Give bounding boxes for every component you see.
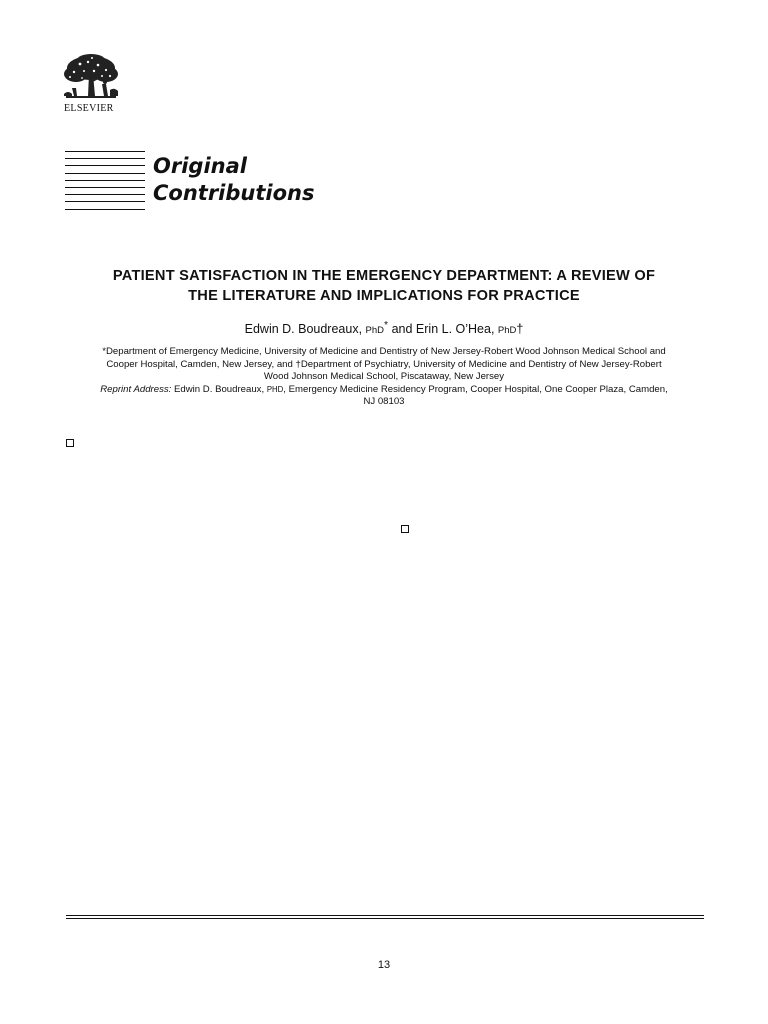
author-1-mark: *: [384, 320, 389, 331]
publisher-name: ELSEVIER: [64, 103, 114, 114]
affiliation-line-1: *Department of Emergency Medicine, University of Medicine and Dentistry of New Jersey-Robert Wood Johnson Medical School and: [102, 346, 666, 357]
footer-rule: [66, 915, 704, 916]
page-number: 13: [377, 959, 391, 971]
footer-rule: [66, 918, 704, 919]
bullet-square: [66, 439, 74, 447]
reprint-degree: PHD: [266, 384, 284, 394]
author-1-degree: PhD: [365, 325, 385, 337]
elsevier-logo: [62, 54, 122, 114]
section-heading-line2: Contributions: [153, 181, 315, 205]
reprint-address: [64, 384, 704, 397]
bullet-square: [401, 525, 409, 533]
author-1-name: Edwin D. Boudreaux,: [244, 322, 363, 337]
section-heading-line1: Original: [153, 154, 247, 178]
affiliations: [64, 346, 704, 409]
author-2-mark: †: [516, 322, 524, 337]
author-2-degree: PhD: [497, 325, 517, 337]
section-heading-rules: [65, 151, 145, 216]
reprint-address-text: , Emergency Medicine Residency Program, Cooper Hospital, One Cooper Plaza, Camden,: [283, 383, 668, 395]
article-title: [66, 266, 702, 306]
section-heading: [153, 153, 314, 207]
reprint-name: Edwin D. Boudreaux,: [174, 383, 265, 395]
reprint-address-line-2: NJ 08103: [363, 396, 405, 408]
article-title-line1: PATIENT SATISFACTION IN THE EMERGENCY DEPARTMENT: A REVIEW OF: [112, 268, 656, 284]
author-connector: and: [391, 322, 413, 337]
elsevier-tree-icon: [62, 54, 120, 102]
affiliation-line-3: Wood Johnson Medical School, Piscataway, New Jersey: [263, 371, 505, 383]
article-title-line2: THE LITERATURE AND IMPLICATIONS FOR PRACTICE: [188, 288, 580, 304]
author-list: [66, 320, 702, 336]
author-2-name: Erin L. O’Hea,: [415, 322, 495, 337]
affiliation-line-2: Cooper Hospital, Camden, New Jersey, and †Department of Psychiatry, University of Medicine and Dentistry of New Jersey-Robert: [106, 358, 662, 370]
reprint-label: Reprint Address:: [100, 383, 172, 395]
